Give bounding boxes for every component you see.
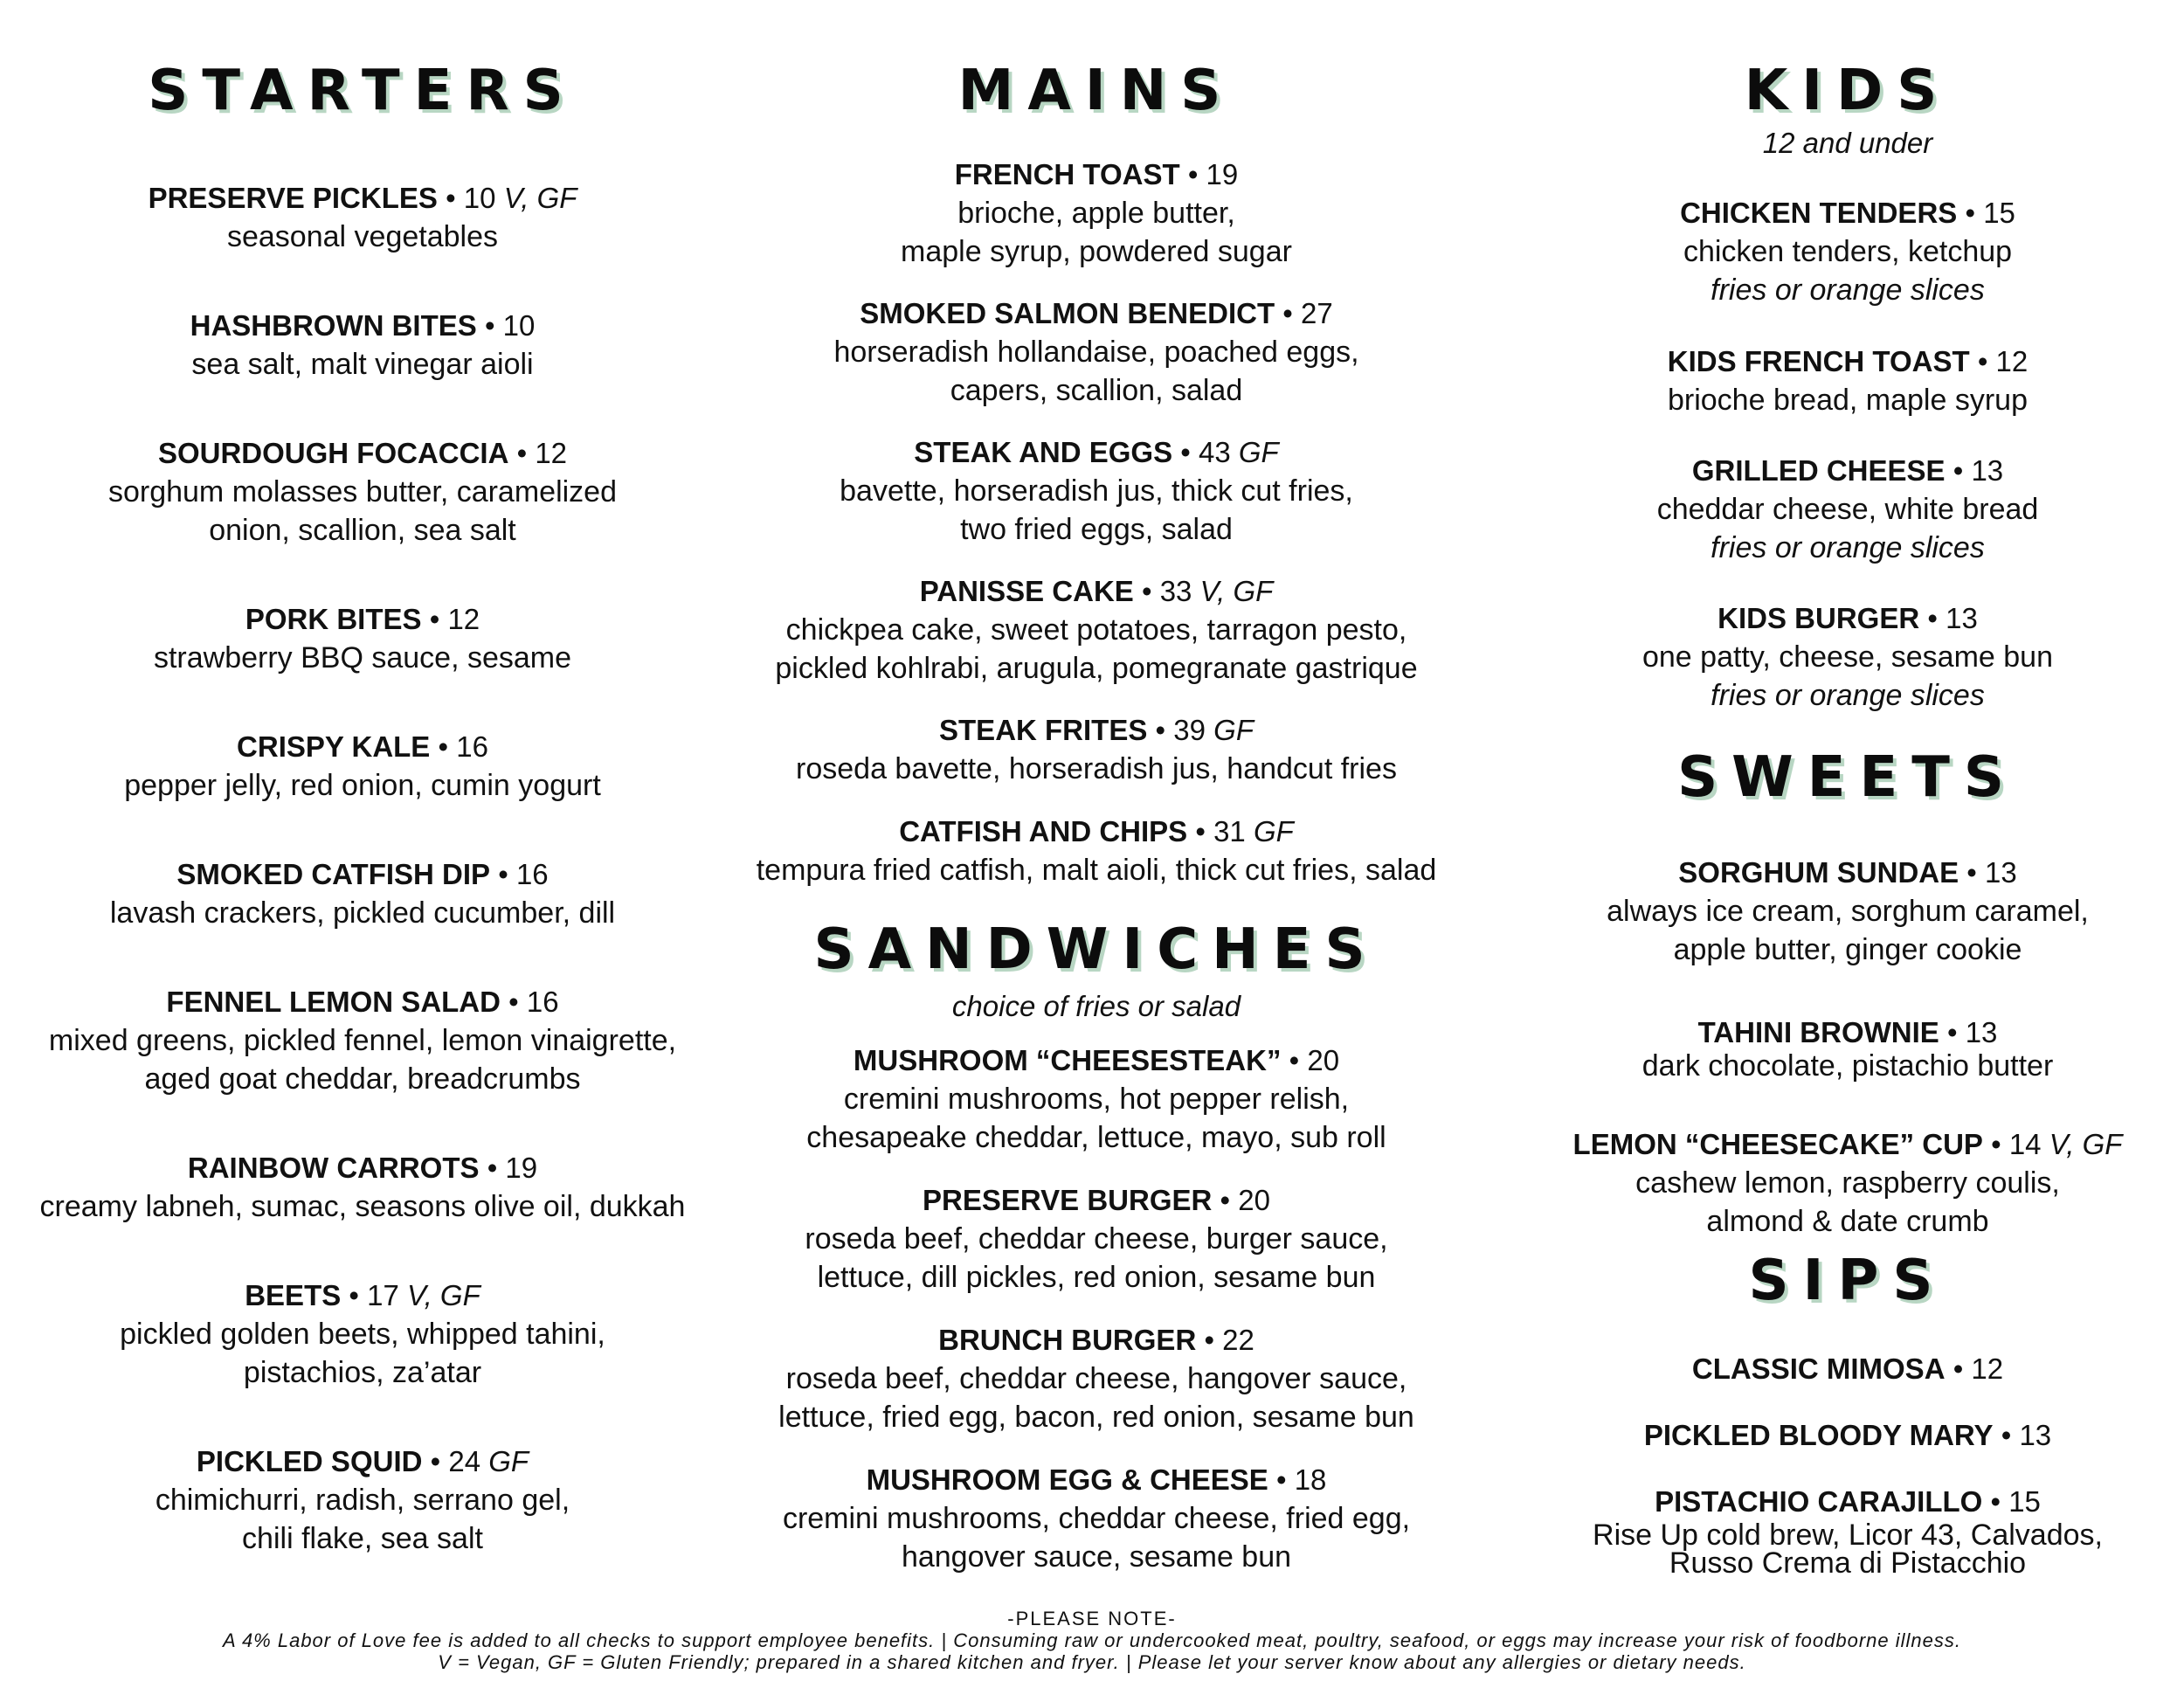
footer-note [0, 1608, 2184, 1673]
item-desc: almond & date crumb [1706, 1205, 1989, 1238]
item-name: RAINBOW CARROTS [187, 1152, 480, 1184]
item-price: • 12 [1977, 345, 2028, 377]
menu-item [0, 600, 725, 677]
item-name: STEAK AND EGGS [914, 436, 1173, 468]
item-tag: GF [1253, 815, 1294, 847]
item-name: BEETS [245, 1279, 342, 1311]
menu-item [1529, 1416, 2167, 1455]
menu-item [1529, 1125, 2167, 1241]
item-desc: two fried eggs, salad [960, 513, 1233, 546]
item-price: • 15 [1990, 1485, 2041, 1518]
item-tag: GF [1213, 714, 1254, 746]
item-desc: roseda beef, cheddar cheese, burger sauce, [805, 1222, 1388, 1256]
item-desc: capers, scallion, salad [950, 374, 1243, 407]
item-name: MUSHROOM “CHEESESTEAK” [853, 1044, 1282, 1076]
item-price: • 20 [1220, 1184, 1270, 1216]
item-desc: lettuce, fried egg, bacon, red onion, sesame bun [778, 1401, 1414, 1434]
menu-item [1529, 452, 2167, 567]
item-name: SOURDOUGH FOCACCIA [157, 437, 509, 469]
item-desc: one patty, cheese, sesame bun [1641, 640, 2053, 674]
item-name: MUSHROOM EGG & CHEESE [866, 1463, 1268, 1496]
menu-item [1529, 1013, 2167, 1083]
item-desc: horseradish hollandaise, poached eggs, [833, 336, 1359, 369]
item-price: • 19 [487, 1152, 538, 1184]
item-tag: GF [1238, 436, 1279, 468]
item-name: GRILLED CHEESE [1691, 454, 1946, 487]
item-name: PISTACHIO CARAJILLO [1655, 1485, 1983, 1518]
item-side-note: fries or orange slices [1711, 531, 1985, 564]
item-side-note: fries or orange slices [1711, 679, 1985, 712]
item-name: CLASSIC MIMOSA [1691, 1352, 1946, 1385]
item-price: • 10 [484, 309, 536, 342]
item-desc: roseda bavette, horseradish jus, handcut fries [796, 752, 1397, 785]
item-desc: pistachios, za’atar [243, 1356, 482, 1389]
item-price: • 12 [429, 603, 480, 635]
note-line: V = Vegan, GF = Gluten Friendly; prepared in a shared kitchen and fryer. | Please let your server know about any allergies or dietary needs. [438, 1651, 1746, 1673]
mains-title: MAINS [957, 59, 1235, 123]
item-price: • 16 [438, 730, 488, 763]
menu-item [725, 572, 1468, 688]
starters-title: STARTERS [148, 59, 577, 123]
menu-item [0, 1442, 725, 1558]
menu-item [0, 179, 725, 256]
item-desc: chimichurri, radish, serrano gel, [155, 1484, 570, 1517]
item-name: HASHBROWN BITES [190, 309, 477, 342]
item-desc: apple butter, ginger cookie [1673, 933, 2022, 966]
item-price: • 16 [498, 858, 549, 890]
item-desc: lavash crackers, pickled cucumber, dill [109, 896, 616, 930]
item-name: PICKLED BLOODY MARY [1643, 1419, 1994, 1451]
item-name: SMOKED SALMON BENEDICT [860, 297, 1275, 329]
kids-subtitle: 12 and under [1762, 127, 1933, 159]
item-price: • 33 [1141, 575, 1192, 607]
item-name: FENNEL LEMON SALAD [166, 986, 501, 1018]
menu-item [1529, 854, 2167, 969]
item-name: TAHINI BROWNIE [1697, 1016, 1939, 1048]
item-price: • 19 [1187, 158, 1239, 190]
item-desc: chesapeake cheddar, lettuce, mayo, sub roll [806, 1121, 1386, 1154]
item-desc: cremini mushrooms, cheddar cheese, fried egg, [782, 1502, 1411, 1535]
menu-item [725, 294, 1468, 410]
item-tag: GF [488, 1445, 529, 1477]
item-tag: V, GF [407, 1279, 480, 1311]
item-desc: lettuce, dill pickles, red onion, sesame bun [817, 1261, 1376, 1294]
item-desc: hangover sauce, sesame bun [901, 1540, 1292, 1574]
menu-item [725, 1041, 1468, 1157]
menu-item [0, 1276, 725, 1392]
menu-item [0, 1149, 725, 1226]
menu-item [0, 855, 725, 932]
item-price: • 16 [508, 986, 559, 1018]
item-desc: cashew lemon, raspberry coulis, [1635, 1166, 2060, 1200]
item-price: • 20 [1289, 1044, 1340, 1076]
item-name: CRISPY KALE [237, 730, 431, 763]
menu-item [0, 728, 725, 805]
item-desc: seasonal vegetables [226, 220, 498, 253]
item-desc: onion, scallion, sea salt [209, 514, 516, 547]
menu-item [1529, 599, 2167, 715]
sweets-title: SWEETS [1677, 745, 2018, 810]
item-desc: tempura fried catfish, malt aioli, thick cut fries, salad [756, 854, 1437, 887]
item-price: • 24 [430, 1445, 481, 1477]
menu-item [725, 156, 1468, 271]
item-price: • 31 [1195, 815, 1246, 847]
menu-item [725, 813, 1468, 889]
item-tag: V, GF [1199, 575, 1274, 607]
sips-title: SIPS [1748, 1249, 1947, 1313]
item-price: • 10 [446, 182, 496, 214]
menu-item [725, 1321, 1468, 1436]
item-desc: strawberry BBQ sauce, sesame [153, 641, 572, 675]
menu-item [1529, 1483, 2167, 1580]
sandwiches-title: SANDWICHES [813, 917, 1379, 982]
item-name: SMOKED CATFISH DIP [176, 858, 491, 890]
item-desc: pepper jelly, red onion, cumin yogurt [124, 769, 601, 802]
item-price: • 43 [1180, 436, 1231, 468]
item-tag: V, GF [503, 182, 577, 214]
item-desc: creamy labneh, sumac, seasons olive oil, dukkah [39, 1190, 686, 1223]
item-name: KIDS FRENCH TOAST [1667, 345, 1970, 377]
menu-item [725, 1461, 1468, 1576]
item-price: • 12 [516, 437, 568, 469]
menu-item [725, 1181, 1468, 1297]
item-desc: Russo Crema di Pistacchio [1669, 1546, 2027, 1580]
item-name: BRUNCH BURGER [938, 1324, 1197, 1356]
item-desc: mixed greens, pickled fennel, lemon vinaigrette, [48, 1024, 677, 1057]
sandwiches-subtitle: choice of fries or salad [951, 990, 1241, 1022]
item-name: LEMON “CHEESECAKE” CUP [1572, 1128, 1983, 1160]
menu-item [725, 433, 1468, 549]
menu-item [0, 983, 725, 1098]
menu-item [0, 434, 725, 550]
item-desc: aged goat cheddar, breadcrumbs [144, 1062, 581, 1096]
item-price: • 15 [1965, 197, 2015, 229]
item-desc: cheddar cheese, white bread [1656, 493, 2039, 526]
item-price: • 17 [349, 1279, 399, 1311]
item-desc: sea salt, malt vinegar aioli [191, 348, 534, 381]
kids-title: KIDS [1744, 59, 1952, 123]
item-desc: sorghum molasses butter, caramelized [107, 475, 618, 508]
item-desc: pickled golden beets, whipped tahini, [120, 1318, 605, 1351]
item-name: PRESERVE PICKLES [148, 182, 438, 214]
item-desc: brioche, apple butter, [957, 197, 1235, 230]
item-price: • 18 [1275, 1463, 1327, 1496]
item-price: • 22 [1204, 1324, 1254, 1356]
item-desc: chicken tenders, ketchup [1683, 235, 2013, 268]
item-desc: pickled kohlrabi, arugula, pomegranate gastrique [775, 652, 1418, 685]
item-desc: brioche bread, maple syrup [1667, 384, 2028, 417]
item-name: FRENCH TOAST [954, 158, 1180, 190]
item-price: • 39 [1155, 714, 1206, 746]
item-tag: V, GF [2049, 1128, 2123, 1160]
item-price: • 13 [1952, 454, 2004, 487]
item-price: • 14 [1991, 1128, 2042, 1160]
item-desc: dark chocolate, pistachio butter [1641, 1049, 2054, 1083]
item-name: PICKLED SQUID [196, 1445, 423, 1477]
item-name: PRESERVE BURGER [923, 1184, 1213, 1216]
menu-item [0, 307, 725, 384]
item-desc: Rise Up cold brew, Licor 43, Calvados, [1593, 1519, 2103, 1552]
menu-item [725, 711, 1468, 788]
item-name: CHICKEN TENDERS [1680, 197, 1958, 229]
item-name: KIDS BURGER [1717, 602, 1920, 634]
item-desc: cremini mushrooms, hot pepper relish, [843, 1083, 1350, 1116]
menu-item [1529, 194, 2167, 309]
item-desc: chickpea cake, sweet potatoes, tarragon pesto, [785, 613, 1407, 647]
item-side-note: fries or orange slices [1711, 273, 1985, 307]
item-desc: always ice cream, sorghum caramel, [1607, 895, 2089, 928]
item-desc: roseda beef, cheddar cheese, hangover sauce, [785, 1362, 1407, 1395]
item-desc: chili flake, sea salt [242, 1522, 483, 1555]
item-name: CATFISH AND CHIPS [899, 815, 1188, 847]
note-line: A 4% Labor of Love fee is added to all checks to support employee benefits. | Consuming raw or undercooked meat, poultry, seafood, or eggs may increase your risk of foodborne illness. [222, 1629, 1962, 1651]
item-name: PORK BITES [245, 603, 422, 635]
item-price: • 13 [1966, 856, 2017, 889]
item-price: • 12 [1952, 1352, 2004, 1385]
menu-item [1529, 342, 2167, 419]
item-price: • 13 [2001, 1419, 2052, 1451]
item-price: • 27 [1282, 297, 1333, 329]
item-name: SORGHUM SUNDAE [1678, 856, 1959, 889]
item-price: • 13 [1946, 1016, 1998, 1048]
item-name: PANISSE CAKE [919, 575, 1134, 607]
item-desc: maple syrup, powdered sugar [901, 235, 1292, 268]
item-price: • 13 [1927, 602, 1978, 634]
note-title: -PLEASE NOTE- [1007, 1608, 1177, 1629]
menu-item [1529, 1350, 2167, 1388]
item-desc: bavette, horseradish jus, thick cut fries, [840, 474, 1353, 508]
item-name: STEAK FRITES [939, 714, 1148, 746]
